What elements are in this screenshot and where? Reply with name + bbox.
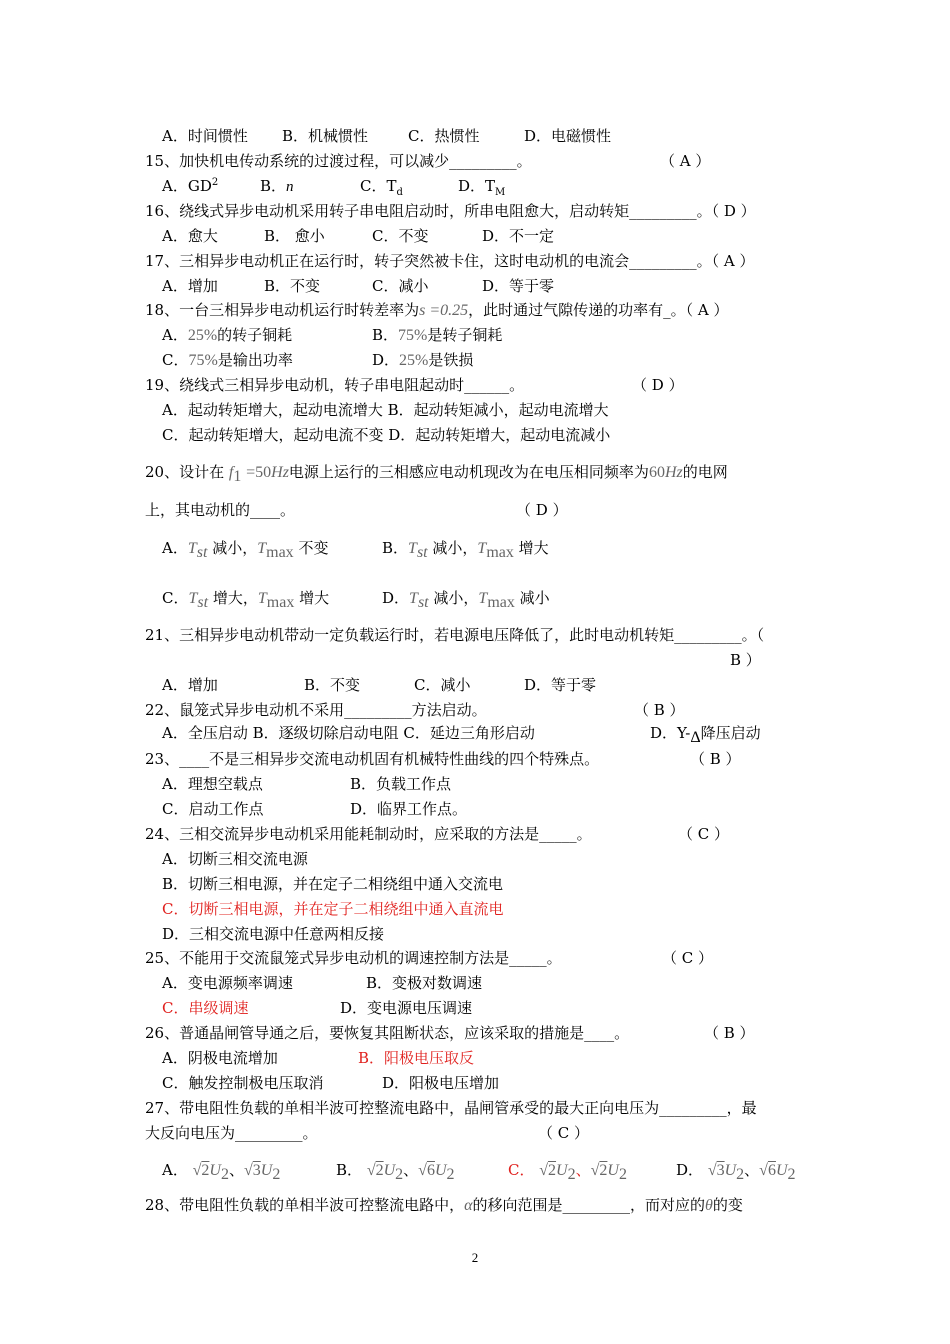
q24-stem: 24、三相交流异步电动机采用能耗制动时，应采取的方法是_____。 <box>145 825 592 843</box>
q23-option-d: D．临界工作点。 <box>350 800 468 818</box>
q14-option-c: C．热惯性 <box>408 127 480 145</box>
q15-option-b: B．n <box>260 177 294 195</box>
q18-option-d: D．25%是铁损 <box>372 351 474 369</box>
q22-option-d: D．$Y-_\Delta$降压启动 <box>650 724 761 746</box>
q20-option-d: D．$T_{st}$ 减小，$T_{max}$ 减小 <box>382 589 550 611</box>
sqrt-icon: √ <box>539 1162 549 1179</box>
q19-options-cd: C．起动转矩增大，起动电流不变 D．起动转矩增大，起动电流减小 <box>162 426 611 444</box>
sqrt-icon: √ <box>590 1162 600 1179</box>
q27-stem: 27、带电阻性负载的单相半波可控整流电路中，晶闸管承受的最大正向电压为_________，最 <box>145 1099 757 1117</box>
q24-option-c-correct: C．切断三相电源，并在定子二相绕组中通入直流电 <box>162 900 504 918</box>
q22-answer: （ B ） <box>634 701 685 719</box>
q21-answer: B ） <box>730 651 761 669</box>
q27-option-a: A． $√2U_2$、$√3U_2$ <box>162 1161 281 1183</box>
q17-option-a: A．增加 <box>162 277 218 295</box>
q20-option-b: B．$T_{st}$ 减小，$T_{max}$ 增大 <box>382 539 549 561</box>
q27-option-b: B． $√2U_2$、$√6U_2$ <box>336 1161 455 1183</box>
q16-stem: 16、绕线式异步电动机采用转子串电阻启动时，所串电阻愈大，启动转矩_________。（ D ） <box>145 202 756 220</box>
q16-option-d: D．不一定 <box>482 227 555 245</box>
q23-stem: 23、____不是三相异步交流电动机固有机械特性曲线的四个特殊点。 <box>145 750 600 768</box>
q24-option-d: D．三相交流电源中任意两相反接 <box>162 925 385 943</box>
q15-option-a: A．$GD^2$ <box>162 177 219 195</box>
q24-answer: （ C ） <box>678 825 730 843</box>
q25-stem: 25、不能用于交流鼠笼式异步电动机的调速控制方法是_____。 <box>145 949 562 967</box>
sqrt-icon: √ <box>192 1162 202 1179</box>
q18-stem: 18、一台三相异步电动机运行时转差率为s =0.25，此时通过气隙传递的功率有_。（ A ） <box>145 301 729 319</box>
q15-option-c: C．$T_d$ <box>360 177 403 198</box>
q19-answer: （ D ） <box>632 376 684 394</box>
q15-option-d: D．$T_M$ <box>458 177 506 198</box>
q23-answer: （ B ） <box>690 750 741 768</box>
q17-stem: 17、三相异步电动机正在运行时，转子突然被卡住，这时电动机的电流会_________。（ A ） <box>145 252 755 270</box>
q26-option-b-correct: B．阳极电压取反 <box>358 1049 475 1067</box>
q27-stem-line2: 大反向电压为_________。 <box>145 1124 318 1142</box>
q19-stem: 19、绕线式三相异步电动机，转子串电阻起动时______。 <box>145 376 525 394</box>
q22-stem: 22、鼠笼式异步电动机不采用_________方法启动。 <box>145 701 487 719</box>
q22-options-abc: A．全压启动 B．逐级切除启动电阻 C．延边三角形启动 <box>162 724 535 742</box>
q14-option-a: A．时间惯性 <box>162 127 248 145</box>
sqrt-icon: √ <box>243 1162 253 1179</box>
q20-option-a: A．$T_{st}$ 减小，$T_{max}$ 不变 <box>162 539 329 561</box>
q23-option-c: C．启动工作点 <box>162 800 264 818</box>
q20-answer: （ D ） <box>516 501 568 519</box>
q20-stem: 20、设计在 $f_1 =50Hz$电源上运行的三相感应电动机现改为在电压相同频率为60Hz的电网 <box>145 463 728 485</box>
q26-option-a: A．阴极电流增加 <box>162 1049 278 1067</box>
q26-answer: （ B ） <box>704 1024 755 1042</box>
q14-option-d: D．电磁惯性 <box>524 127 612 145</box>
q20-option-c: C．$T_{st}$ 增大，$T_{max}$ 增大 <box>162 589 330 611</box>
sqrt-icon: √ <box>759 1162 768 1179</box>
q21-option-d: D．等于零 <box>524 676 597 694</box>
q23-option-a: A．理想空载点 <box>162 775 263 793</box>
q16-option-c: C．不变 <box>372 227 429 245</box>
q16-option-a: A．愈大 <box>162 227 218 245</box>
q28-stem: 28、带电阻性负载的单相半波可控整流电路中，α的移向范围是_________，而对应的θ的变 <box>145 1196 743 1214</box>
q25-answer: （ C ） <box>662 949 714 967</box>
q15-stem: 15、加快机电传动系统的过渡过程，可以减少_________。 <box>145 152 532 170</box>
q21-option-b: B．不变 <box>304 676 361 694</box>
q26-option-d: D．阳极电压增加 <box>382 1074 500 1092</box>
q14-option-b: B．机械惯性 <box>282 127 369 145</box>
q23-option-b: B．负载工作点 <box>350 775 452 793</box>
q17-option-b: B．不变 <box>264 277 321 295</box>
q21-stem: 21、三相异步电动机带动一定负载运行时，若电源电压降低了，此时电动机转矩_________。（ <box>145 626 765 644</box>
q26-option-c: C．触发控制极电压取消 <box>162 1074 324 1092</box>
q26-stem: 26、普通晶闸管导通之后，要恢复其阻断状态，应该采取的措施是____。 <box>145 1024 630 1042</box>
sqrt-icon: √ <box>707 1162 717 1179</box>
q17-option-c: C．减小 <box>372 277 429 295</box>
q25-option-b: B．变极对数调速 <box>366 974 483 992</box>
q27-option-c-correct: C． $√2U_2$、$√2U_2$ <box>508 1161 627 1183</box>
q18-option-a: A．25%的转子铜耗 <box>162 326 293 344</box>
q15-answer: （ A ） <box>660 152 711 170</box>
q25-option-d: D．变电源电压调速 <box>340 999 473 1017</box>
sqrt-icon: √ <box>366 1162 376 1179</box>
q25-option-a: A．变电源频率调速 <box>162 974 293 992</box>
page-number: 2 <box>471 1250 479 1265</box>
q19-options-ab: A．起动转矩增大，起动电流增大 B．起动转矩减小，起动电流增大 <box>162 401 609 419</box>
q21-option-a: A．增加 <box>162 676 218 694</box>
q24-option-a: A．切断三相交流电源 <box>162 850 308 868</box>
q24-option-b: B．切断三相电源，并在定子二相绕组中通入交流电 <box>162 875 504 893</box>
q18-option-b: B．75%是转子铜耗 <box>372 326 503 344</box>
q16-option-b: B． 愈小 <box>264 227 325 245</box>
q20-stem-line2: 上，其电动机的____。 <box>145 501 296 519</box>
q25-option-c-correct: C．串级调速 <box>162 999 249 1017</box>
q27-option-d: D． $√3U_2$、$√6U_2$ <box>676 1161 796 1183</box>
sqrt-icon: √ <box>418 1162 427 1179</box>
q21-option-c: C．减小 <box>414 676 471 694</box>
q18-option-c: C．75%是输出功率 <box>162 351 293 369</box>
q27-answer: （ C ） <box>538 1124 590 1142</box>
q17-option-d: D．等于零 <box>482 277 555 295</box>
